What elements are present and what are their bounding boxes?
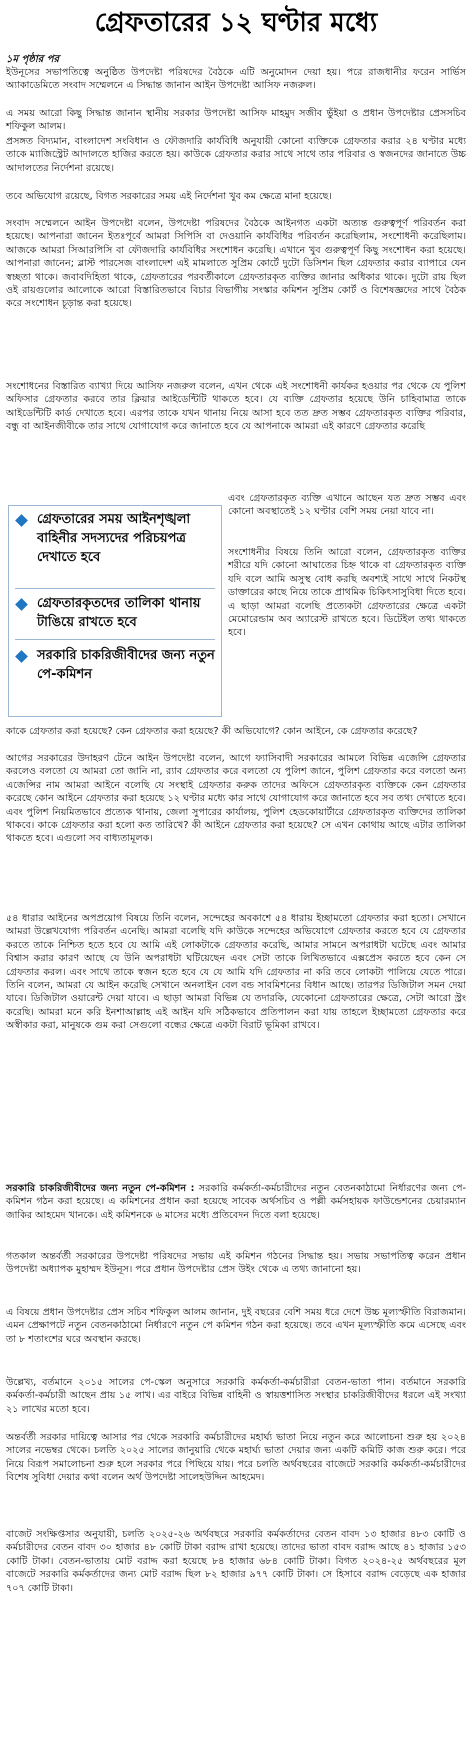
paragraph: সংবাদ সম্মেলনে আইন উপদেষ্টা বলেন, উপদেষ্টা পরিষদের বৈঠকে আইনগত একটা অত্যন্ত গুরুত্বপূর্ণ পরিবর্তন করা হয়েছে। আপনারা জানেন ইতঃপূর্বে আমরা সিপিসি বা দেওয়ানি কার্যবিধির পরিবর্তন করেছিলাম, সংশোধনী করেছিলাম। আজকে আমরা সিআরপিসি বা ফৌজদারি কার্যবিধির সংশোধন করেছি। এখানে খুব গুরুত্বপূর্ণ কিছু সংশোধন করা হয়েছে। আপনারা জানেন; ব্লাস্ট পারসেজ বাংলাদেশ এই মামলাতে সুপ্রিম কোর্টে দুটো ডিসিশন ছিল গ্রেফতার করার ব্যাপারে যেন স্বচ্ছতা থাকে। জবাবদিহিতা থাকে, গ্রেফতারের পরবর্তীকালে গ্রেফতারকৃত ব্যক্তির জানার অধিকার থাকে। দুটো রায় ছিল ওই রায়গুলোর আলোকে আরো বিস্তারিতভাবে বিচার বিভাগীয় সংস্কার কমিশন সুপ্রিম কোর্ট ও বিশেষজ্ঞদের সাথে বৈঠক করে সংশোধন চূড়ান্ত করা হয়েছে। [6, 218, 466, 310]
paragraph: ৫৪ ধারার আইনের অপপ্রয়োগ বিষয়ে তিনি বলেন, সন্দেহের অবকাশে ৫৪ ধারায় ইচ্ছামতো গ্রেফতার করা হতো। সেখানে আমরা উল্লেখযোগ্য পরিবর্তন এনেছি। আমরা বলেছি যদি কাউকে সন্দেহের অভিযোগে গ্রেফতার করতে হবে যে গ্রেফতার করতে তাকে নিশ্চিত হতে হবে যে আমি এই লোকটাকে গ্রেফতার করেছি, আমার সামনে অপরাধটা ঘটেছে এবং আমার বিশ্বাস করার কারণ আছে যে উনি অপরাধটা ঘটিয়েছেন এবং সেটা তাকে লিখিতভাবে এক্সপ্রেস করতে হবে কেন সে গ্রেফতার করল। এবং সাথে তাকে স্বজন হতে হবে যে যে আমি যদি গ্রেফতার না করি তবে লোকটা পালিয়ে যেতে পারে। তিনি বলেন, আমরা যে আইন করেছি সেখানে অনলাইন বেল বন্ড সাবমিশনের বিধান আছে। তারপর ডিজিটাল সমন দেয়া যাবে। ডিজিটাল ওয়ারেন্ট দেয়া যাবে। এ ছাড়া আমরা বিভিন্ন যে তদারকি, যেকোনো গ্রেফতারের ক্ষেত্রে, সেটা আরো স্ট্রং করেছি। আমরা মনে করি ইনশাআল্লাহ এই আইন যদি সঠিকভাবে প্রতিপালন করা যায় তাহলে ইচ্ছামতো গ্রেফতার করে অস্বীকার করা, মানুষকে গুম করা সেগুলো বন্ধের ক্ষেত্রে একটা বিরাট ভূমিকা রাখবে। [6, 913, 466, 1032]
paragraph: এ সময় আরো কিছু সিদ্ধান্ত জানান স্থানীয় সরকার উপদেষ্টা আসিফ মাহমুদ সজীব ভুঁইয়া ও প্রধান উপদেষ্টার প্রেসসচিব শফিকুল আলম। [6, 108, 466, 133]
highlight-text: গ্রেফতারের সময় আইনশৃঙ্খলা বাহিনীর সদস্যদের পরিচয়পত্র দেখাতে হবে [37, 512, 191, 565]
paragraph: তবে অভিযোগ রয়েছে, বিগত সরকারের সময় এই নির্দেশনা খুব কম ক্ষেত্রে মানা হয়েছে। [6, 191, 332, 202]
paragraph: এবং গ্রেফতারকৃত ব্যক্তি এখানে আছেন যত দ্রুত সম্ভব এবং কোনো অবস্থাতেই ১২ ঘণ্টার বেশি সময় নেয়া যাবে না। [228, 493, 466, 518]
divider [15, 639, 215, 640]
highlights-box [8, 505, 222, 717]
paragraph: এ বিষয়ে প্রধান উপদেষ্টার প্রেস সচিব শফিকুল আলম জানান, দুই বছরের বেশি সময় ধরে দেশে উচ্চ মূল্যস্ফীতি বিরাজমান। এমন প্রেক্ষাপটে নতুন বেতনকাঠামো নির্ধারণে নতুন পে কমিশন গঠন করা হয়েছে। তবে এখন মূল্যস্ফীতি কমে এসেছে এবং তা ৮ শতাংশের ঘরে অবস্থান করছে। [6, 1307, 466, 1345]
paragraph: উল্লেখ্য, বর্তমানে ২০১৫ সালের পে-স্কেল অনুসারে সরকারি কর্মকর্তা-কর্মচারীরা বেতন-ভাতা পান। বর্তমানে সরকারি কর্মকর্তা-কর্মচারী আছেন প্রায় ১৫ লাখ। এর বাইরে বিভিন্ন বাহিনী ও স্বায়ত্তশাসিত সংস্থার চাকরিজীবীদের ধরলে এই সংখ্যা ২১ লাখের মতো হবে। [6, 1377, 466, 1415]
paragraph: সংশোধনীর বিষয়ে তিনি আরো বলেন, গ্রেফতারকৃত ব্যক্তির শরীরে যদি কোনো আঘাতের চিহ্ন থাকে বা গ্রেফতারকৃত ব্যক্তি যদি বলে আমি অসুস্থ বোধ করছি অবশ্যই সাথে সাথে নিকটস্থ ডাক্তারের কাছে নিয়ে তাকে প্রাথমিক চিকিৎসাসুবিধা দিতে হবে। এ ছাড়া আমরা বলেছি প্রত্যেকটা গ্রেফতারের ক্ষেত্রে একটা মেমোরেন্ডাম অব অ্যারেস্ট রাখতে হবে। ডিটেইল তথ্য থাকতে হবে। [228, 547, 466, 639]
diamond-bullet-icon [15, 514, 28, 527]
paragraph: ইউনূসের সভাপতিত্বে অনুষ্ঠিত উপদেষ্টা পরিষদের বৈঠকে এটি অনুমোদন দেয়া হয়। পরে রাজধানীর ফরেন সার্ভিস অ্যাকাডেমিতে সংবাদ সম্মেলনে এ সিদ্ধান্ত জানান আইন উপদেষ্টা আসিফ নজরুল। [6, 67, 466, 92]
headline: গ্রেফতারের ১২ ঘণ্টার মধ্যে [94, 8, 378, 38]
paycommission-text: সরকারি কর্মকর্তা-কর্মচারীদের নতুন বেতনকাঠামো নির্ধারণের জন্য পে-কমিশন গঠন করা হয়েছে। এ কমিশনের প্রধান করা হয়েছে সাবেক অর্থসচিব ও পল্লী কর্মসহায়ক ফাউন্ডেশনের চেয়ারম্যান জাকির আহমেদ খানকে। এই কমিশনকে ৬ মাসের মধ্যে প্রতিবেদন দিতে বলা হয়েছে। [6, 1183, 466, 1221]
paragraph: প্রসঙ্গত বিদ্যমান, বাংলাদেশ সংবিধান ও ফৌজদারি কার্যবিধি অনুযায়ী কোনো ব্যক্তিকে গ্রেফতার করার ২৪ ঘণ্টার মধ্যে তাকে ম্যাজিস্ট্রেট আদালতে হাজির করতে হয়। কাউকে গ্রেফতার করার সাথে সাথে তার পরিবার ও স্বজনদের জানাতে উচ্চ আদালতের নির্দেশনা রয়েছে। [6, 136, 466, 174]
paragraph: অন্তর্বর্তী সরকার দায়িত্বে আসার পর থেকে সরকারি কর্মচারীদের মহার্ঘ্য ভাতা নিয়ে নতুন করে আলোচনা শুরু হয় ২০২৪ সালের নভেম্বর থেকে। চলতি ২০২৫ সালের জানুয়ারি থেকে মহার্ঘ্য ভাতা দেয়ার জন্য একটি কমিটি কাজ শুরু করে। পরে নিয়ে বিরূপ সমালোচনা শুরু হলে সরকার পরে পিছিয়ে যায়। পরে চলতি অর্থবছরের বাজেটে সরকারি কর্মকর্তা-কর্মচারীদের বিশেষ সুবিধা দেয়ার কথা বলেন অর্থ উপদেষ্টা সালেহউদ্দিন আহমেদ। [6, 1432, 466, 1484]
paycommission-paragraph [6, 1182, 466, 1222]
diamond-bullet-icon [15, 598, 28, 611]
paragraph: গতকাল অন্তর্বর্তী সরকারের উপদেষ্টা পরিষদের সভায় এই কমিশন গঠনের সিদ্ধান্ত হয়। সভায় সভাপতিত্ব করেন প্রধান উপদেষ্টা অধ্যাপক মুহাম্মদ ইউনূস। পরে প্রধান উপদেষ্টার প্রেস উইং থেকে এ তথ্য জানানো হয়। [6, 1251, 466, 1276]
paycommission-lead: সরকারি চাকরিজীবীদের জন্য নতুন পে-কমিশন : [6, 1183, 195, 1194]
highlight-text: সরকারি চাকরিজীবীদের জন্য নতুন পে-কমিশন [37, 648, 215, 682]
diamond-bullet-icon [15, 650, 28, 663]
paragraph: কাকে গ্রেফতার করা হয়েছে? কেন গ্রেফতার করা হয়েছে? কী অভিযোগে? কোন আইনে, কে গ্রেফতার করেছে? [6, 726, 418, 737]
paragraph: সংশোধনের বিস্তারিত ব্যাখ্যা দিয়ে আসিফ নজরুল বলেন, এখন থেকে এই সংশোধনী কার্যকর হওয়ার পর থেকে যে পুলিশ অফিসার গ্রেফতার করবে তার ক্লিয়ার আইডেন্টিটি থাকতে হবে। যে ব্যক্তি গ্রেফতার হয়েছে উনি চাহিবামাত্র তাকে আইডেন্টিটি কার্ড দেখাতে হবে। এরপর তাকে যখন থানায় নিয়ে আসা হবে তত দ্রুত সম্ভব গ্রেফতারকৃত ব্যক্তির পরিবার, বন্ধু বা আইনজীবীকে তার সাথে যোগাযোগ করে জানাতে হবে যে আপনাকে আমরা এই কারণে গ্রেফতার করেছি [6, 381, 466, 433]
highlight-text: গ্রেফতারকৃতদের তালিকা থানায় টাঙিয়ে রাখতে হবে [37, 596, 201, 630]
paragraph: আগের সরকারের উদাহরণ টেনে আইন উপদেষ্টা বলেন, আগে ফ্যাসিবাদী সরকারের আমলে বিভিন্ন এজেন্সি গ্রেফতার করলেও বলতো যে আমরা তো জানি না, র‌্যাব গ্রেফতার করে বলতো যে পুলিশ জানে, পুলিশ গ্রেফতার করে বলতো অন্য এজেন্সির নাম আমরা আইনে বলেছি যে সংস্থাই গ্রেফতার করুক তাদের অফিসে গ্রেফতারকৃত ব্যক্তিকে কেন গ্রেফতার করেছে কোন আইনে গ্রেফতার করা হয়েছে ১২ ঘণ্টার মধ্যে কার সাথে যোগাযোগ করে জানাতে হবে সব তথ্য দেখাতে হবে। এবং পুলিশ নিয়মিতভাবে প্রত্যেক থানায়, জেলা সুপারের কার্যালয়, পুলিশ হেডকোয়ার্টারে গ্রেফতারকৃত ব্যক্তিদের তালিকা থাকবে। কাকে গ্রেফতার করা হলো কত তারিখে? কী আইনে গ্রেফতার করা হয়েছে? সে এখন কোথায় আছে এটার তালিকা থাকতে হবে। এগুলো সব বাধ্যতামূলক। [6, 753, 466, 845]
continuation-note: ১ম পৃষ্ঠার পর [6, 54, 59, 65]
paragraph: বাজেট সংক্ষিপ্তসার অনুযায়ী, চলতি ২০২৫-২৬ অর্থবছরে সরকারি কর্মকর্তাদের বেতন বাবদ ১৩ হাজার ৪৮৩ কোটি ও কর্মচারীদের বেতন বাবদ ৩০ হাজার ৪৮ কোটি টাকা বরাদ্দ রাখা হয়েছে। তাদের ভাতা বাবদ বরাদ্দ আছে ৪১ হাজার ১৫৩ কোটি টাকা। বেতন-ভাতায় মোট বরাদ্দ করা হয়েছে ৮৪ হাজার ৬৮৪ কোটি টাকা। বিগত ২০২৪-২৫ অর্থবছরের মূল বাজেটে সরকারি কর্মকর্তাদের জন্য মোট বরাদ্দ ছিল ৮২ হাজার ৯৭৭ কোটি টাকা। সে হিসাবে বরাদ্দ বেড়েছে এক হাজার ৭০৭ কোটি টাকা। [6, 1529, 466, 1594]
divider [15, 588, 215, 589]
